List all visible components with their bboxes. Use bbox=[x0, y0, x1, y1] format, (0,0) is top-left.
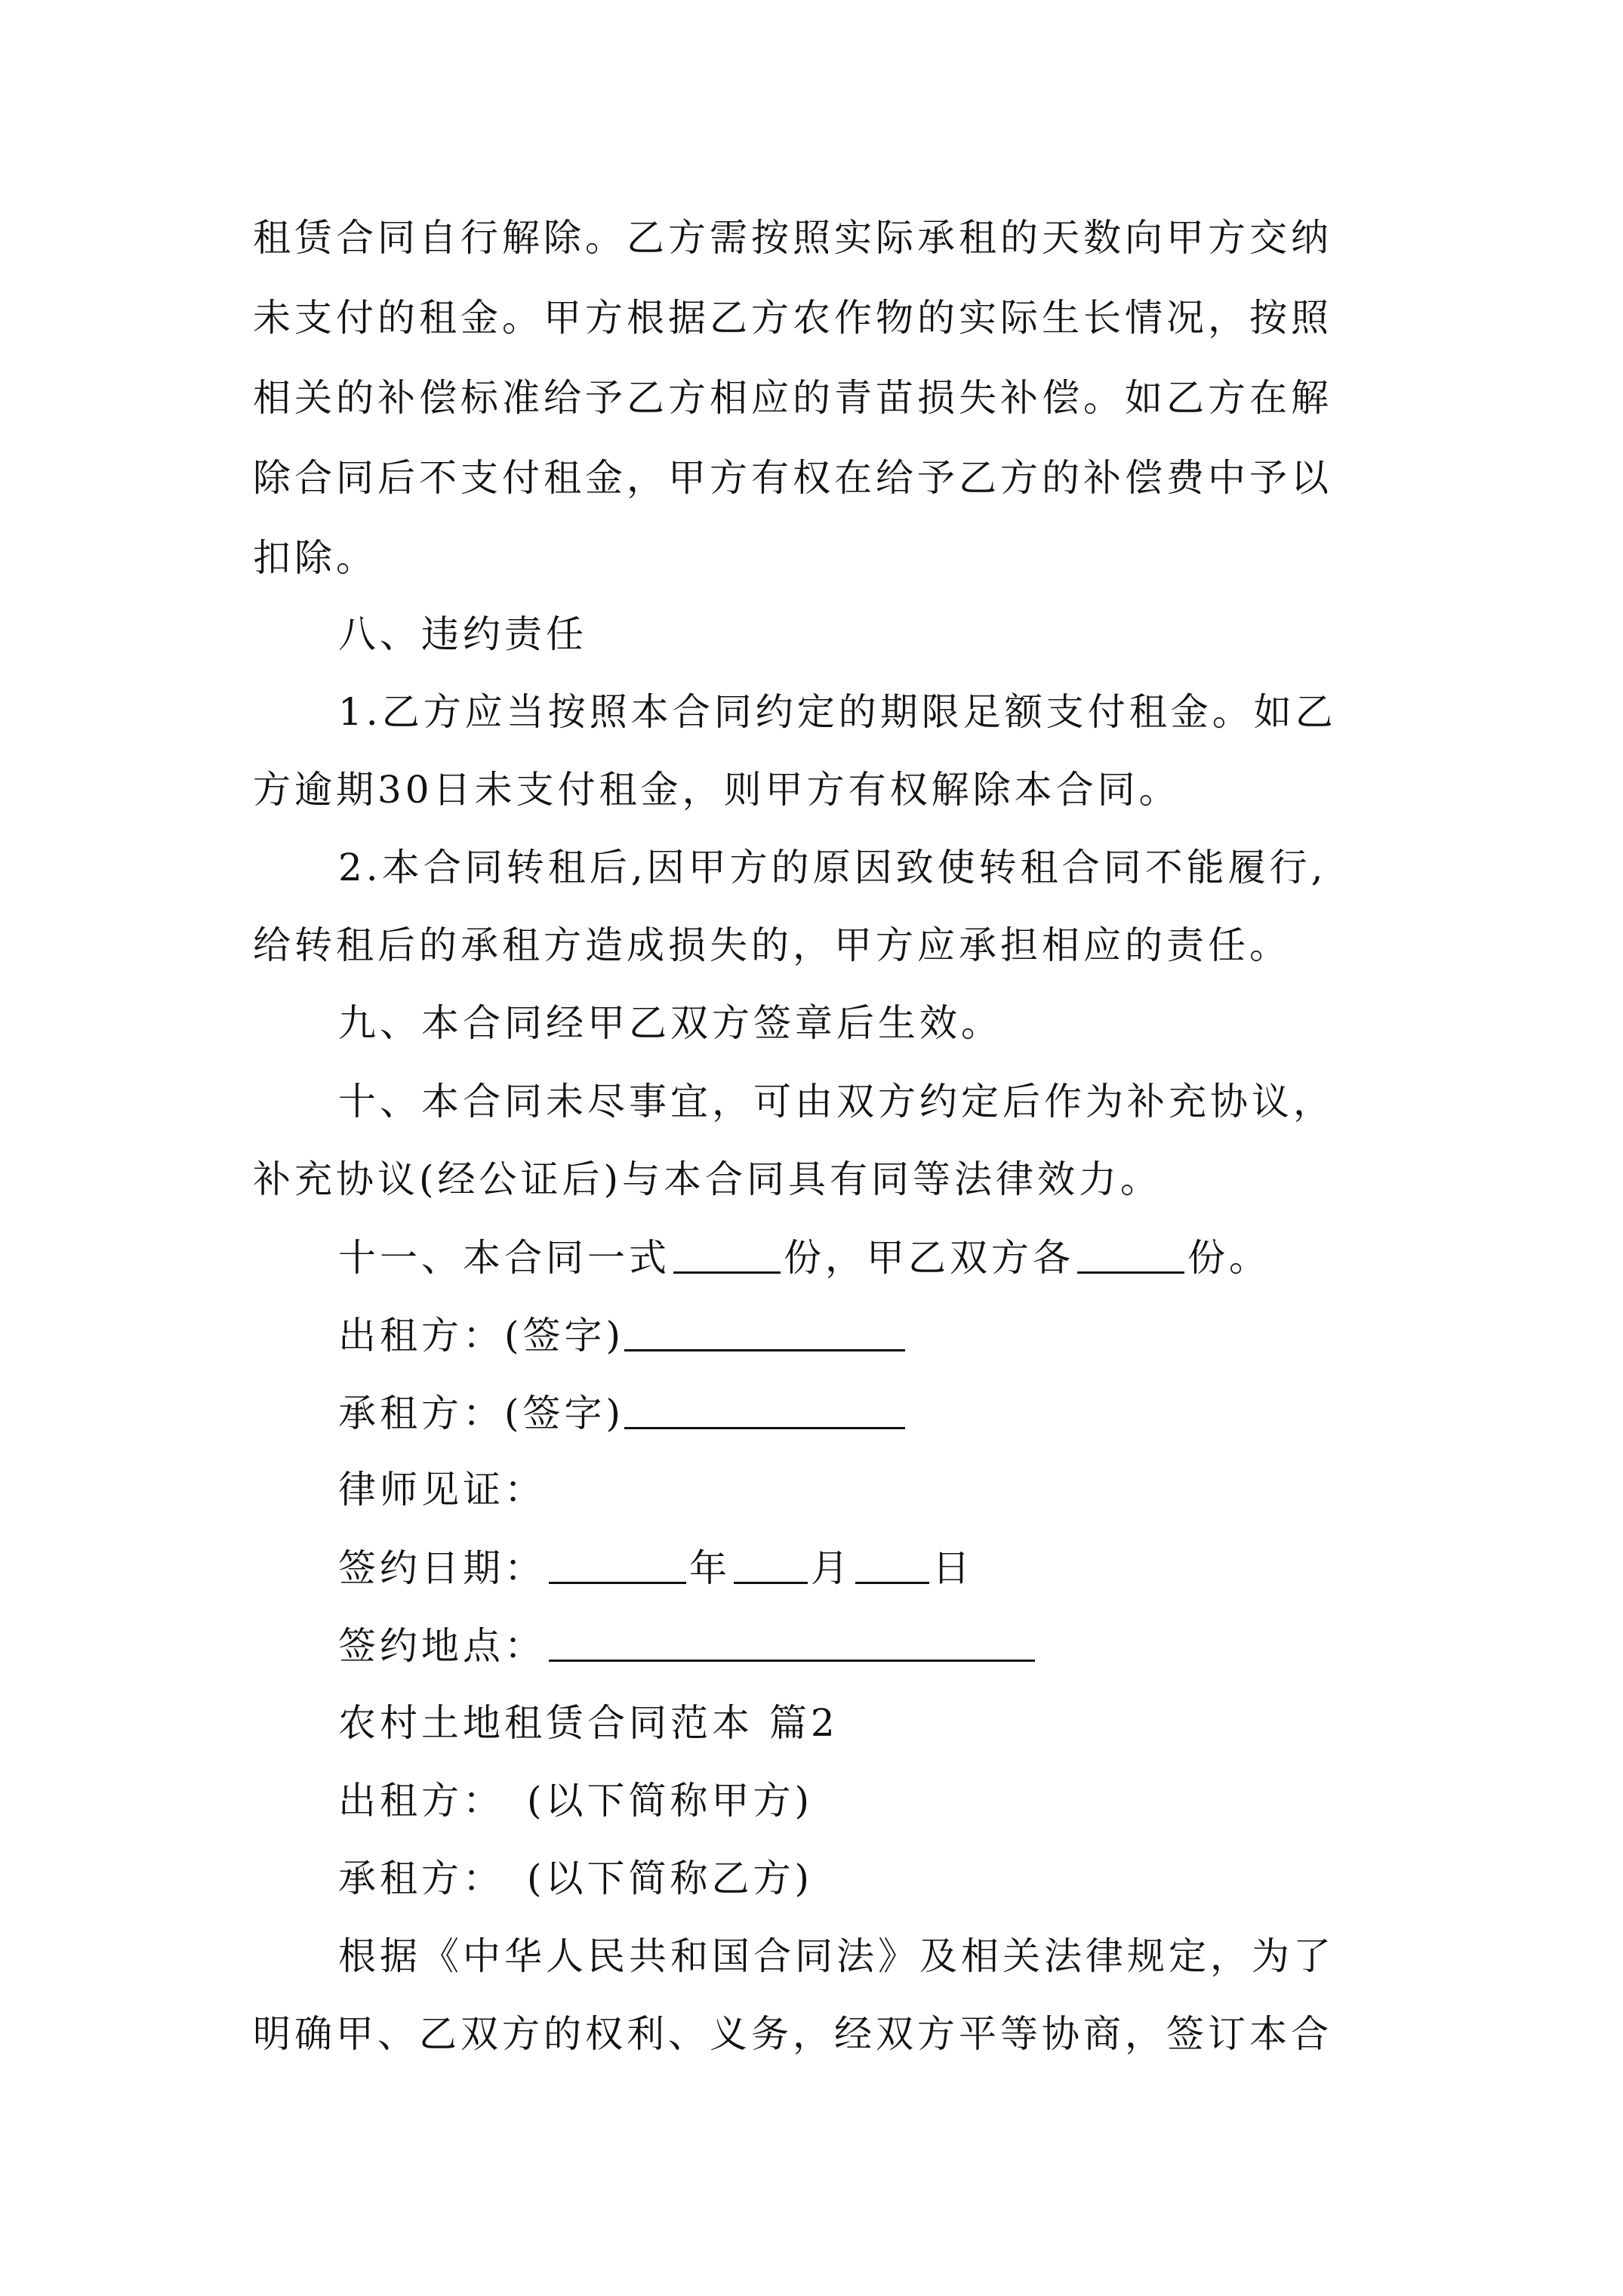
lessor-signature-blank bbox=[624, 1316, 905, 1351]
section-8-item-2-line-1: 2.本合同转租后,因甲方的原因致使转租合同不能履行, bbox=[338, 846, 1327, 889]
termination-paragraph-line-1: 租赁合同自行解除。乙方需按照实际承租的天数向甲方交纳 bbox=[253, 216, 1332, 260]
signing-date-line bbox=[338, 1546, 974, 1590]
signing-place-blank bbox=[549, 1626, 1035, 1662]
termination-paragraph-line-3: 相关的补偿标准给予乙方相应的青苗损失补偿。如乙方在解 bbox=[253, 376, 1332, 420]
part-2-preamble-line-2: 明确甲、乙双方的权利、义务，经双方平等协商，签订本合 bbox=[253, 2012, 1332, 2056]
day-label: 日 bbox=[932, 1546, 974, 1590]
signing-date-label: 签约日期： bbox=[338, 1546, 546, 1590]
termination-paragraph-line-2: 未支付的租金。甲方根据乙方农作物的实际生长情况，按照 bbox=[253, 296, 1332, 340]
section-11-line bbox=[338, 1236, 1270, 1280]
lessor-signature-label: 出租方：(签字) bbox=[338, 1314, 625, 1358]
section-8-item-1-line-2: 方逾期30日未支付租金，则甲方有权解除本合同。 bbox=[253, 768, 1181, 812]
part-2-lessee: 承租方： (以下简称乙方) bbox=[338, 1857, 814, 1900]
section-11-text-part-3: 份。 bbox=[1187, 1236, 1270, 1280]
part-2-preamble-line-1: 根据《中华人民共和国合同法》及相关法律规定，为了 bbox=[338, 1934, 1335, 1978]
section-10-line-2: 补充协议(经公证后)与本合同具有同等法律效力。 bbox=[253, 1157, 1163, 1201]
lessor-signature-line bbox=[338, 1314, 908, 1358]
section-8-item-1-line-1: 1.乙方应当按照本合同约定的期限足额支付租金。如乙 bbox=[338, 690, 1337, 734]
signing-place-label: 签约地点： bbox=[338, 1624, 546, 1668]
part-2-lessor: 出租方： (以下简称甲方) bbox=[338, 1779, 814, 1823]
lawyer-witness-label: 律师见证： bbox=[338, 1468, 546, 1512]
signing-place-line bbox=[338, 1624, 1038, 1668]
day-blank bbox=[855, 1549, 929, 1584]
copies-total-blank bbox=[673, 1238, 781, 1274]
section-8-heading: 八、违约责任 bbox=[338, 612, 587, 656]
termination-paragraph-line-4: 除合同后不支付租金，甲方有权在给予乙方的补偿费中予以 bbox=[253, 456, 1332, 500]
section-8-item-2-line-2: 给转租后的承租方造成损失的，甲方应承担相应的责任。 bbox=[253, 923, 1291, 967]
year-blank bbox=[549, 1549, 686, 1584]
section-11-text-part-1: 十一、本合同一式 bbox=[338, 1236, 670, 1280]
lessee-signature-label: 承租方：(签字) bbox=[338, 1391, 625, 1435]
month-label: 月 bbox=[811, 1546, 852, 1590]
lessee-signature-blank bbox=[624, 1394, 905, 1429]
month-blank bbox=[734, 1549, 808, 1584]
termination-paragraph-line-5: 扣除。 bbox=[253, 536, 377, 580]
lessee-signature-line bbox=[338, 1391, 908, 1435]
section-11-text-part-2: 份，甲乙双方各 bbox=[784, 1236, 1074, 1280]
section-9-text: 九、本合同经甲乙双方签章后生效。 bbox=[338, 1001, 1002, 1045]
copies-each-blank bbox=[1077, 1238, 1184, 1274]
year-label: 年 bbox=[689, 1546, 731, 1590]
section-10-line-1: 十、本合同未尽事宜，可由双方约定后作为补充协议， bbox=[338, 1080, 1335, 1123]
part-2-title: 农村土地租赁合同范本 篇2 bbox=[338, 1701, 839, 1745]
